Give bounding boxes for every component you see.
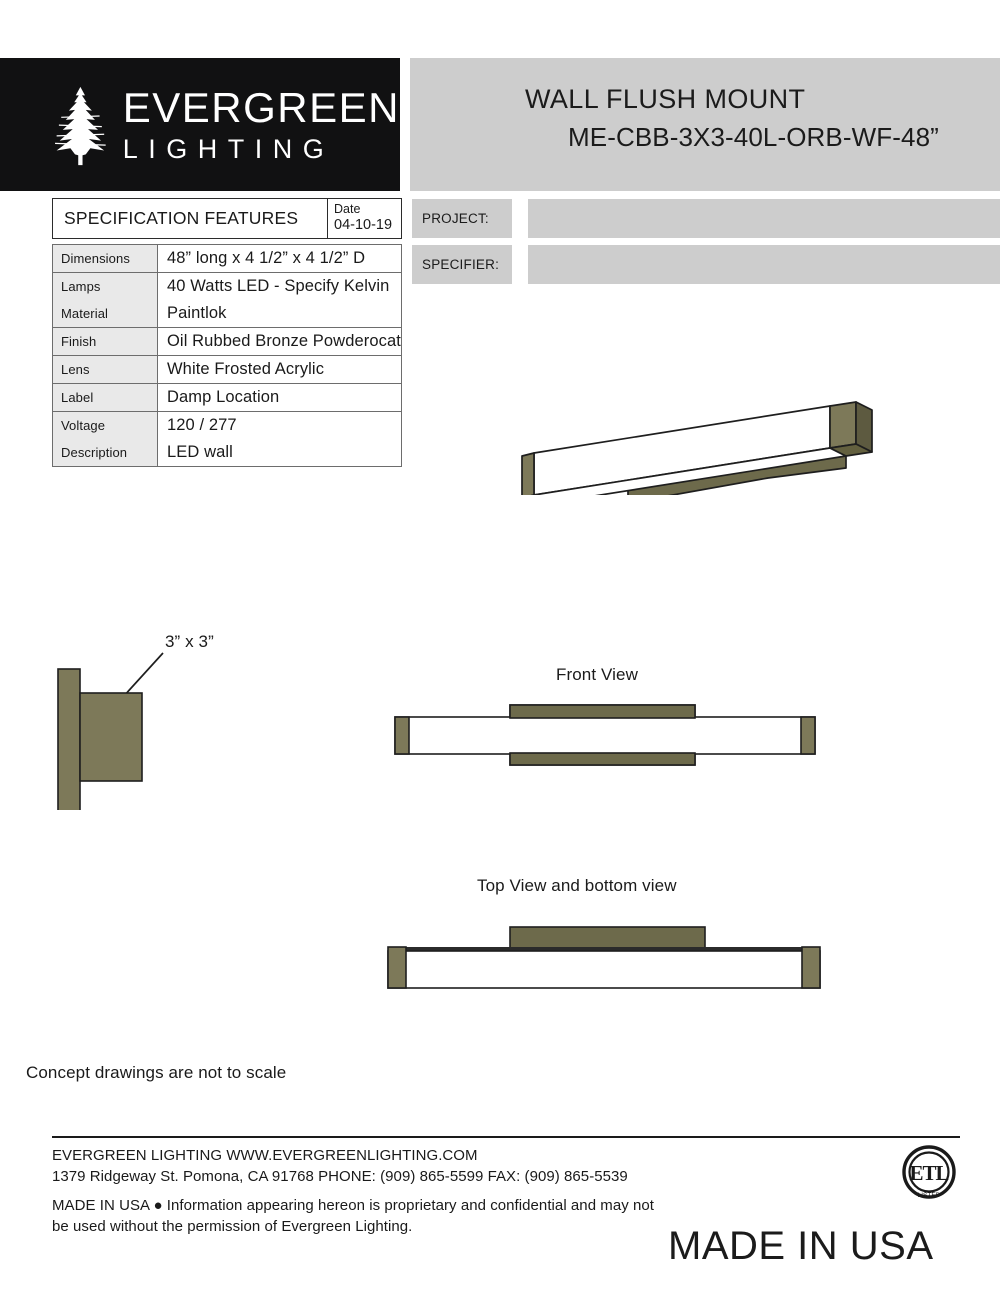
footer-divider — [52, 1136, 960, 1138]
spec-key: Material — [53, 300, 158, 328]
spec-date-cell — [327, 199, 401, 238]
svg-text:ETL: ETL — [909, 1161, 949, 1185]
specifier-label: SPECIFIER: — [412, 245, 512, 284]
specification-features-panel — [52, 198, 402, 467]
spec-value: White Frosted Acrylic — [158, 356, 402, 384]
header-title-bar — [410, 58, 1000, 191]
page-title: WALL FLUSH MOUNT — [525, 84, 806, 114]
spec-value: 120 / 277 — [158, 412, 402, 440]
spec-value: Oil Rubbed Bronze Powderocat — [158, 328, 402, 356]
brand-name-secondary: LIGHTING — [122, 133, 335, 164]
product-front-view-drawing — [385, 700, 825, 775]
model-number: ME-CBB-3X3-40L-ORB-WF-48” — [568, 122, 939, 152]
footer-legal-block — [52, 1196, 654, 1237]
front-view-label: Front View — [556, 665, 638, 684]
made-in-usa-banner: MADE IN USA — [668, 1224, 934, 1268]
table-row — [53, 439, 402, 467]
product-isometric-drawing — [500, 355, 900, 495]
date-value: 04-10-19 — [334, 216, 393, 233]
dimension-callout-label: 3” x 3” — [165, 632, 214, 651]
top-view-label: Top View and bottom view — [477, 876, 677, 895]
table-row — [53, 273, 402, 301]
spec-key: Lamps — [53, 273, 158, 301]
footer-address-block — [52, 1146, 628, 1187]
spec-value: Paintlok — [158, 300, 402, 328]
footer-address-line: 1379 Ridgeway St. Pomona, CA 91768 PHONE: (909) 865-5599 FAX: (909) 865-5539 — [52, 1167, 628, 1185]
footer-legal-line-1: MADE IN USA ● Information appearing hereon is proprietary and confidential and may not — [52, 1197, 655, 1214]
footer-legal-line-2: be used without the permission of Evergreen Lighting. — [52, 1217, 413, 1235]
table-row — [53, 300, 402, 328]
spec-key: Label — [53, 384, 158, 412]
spec-section-title: SPECIFICATION FEATURES — [64, 208, 299, 228]
table-row — [53, 384, 402, 412]
spec-key: Finish — [53, 328, 158, 356]
spec-value: LED wall — [158, 439, 402, 467]
table-row — [53, 356, 402, 384]
product-top-view-drawing — [380, 925, 830, 995]
spec-value: 40 Watts LED - Specify Kelvin — [158, 273, 402, 301]
svg-text:LISTED: LISTED — [917, 1192, 941, 1199]
pine-tree-icon — [52, 73, 109, 179]
table-row — [53, 412, 402, 440]
etl-listed-icon — [898, 1144, 960, 1206]
spec-key: Dimensions — [53, 245, 158, 273]
spec-value: Damp Location — [158, 384, 402, 412]
table-row — [53, 245, 402, 273]
spec-header-row — [52, 198, 402, 239]
project-input[interactable] — [528, 199, 1000, 238]
concept-note: Concept drawings are not to scale — [26, 1063, 287, 1082]
brand-logo-block — [0, 58, 400, 191]
brand-name-primary: EVERGREEN — [122, 83, 400, 131]
spec-key: Voltage — [53, 412, 158, 440]
footer-company-line: EVERGREEN LIGHTING WWW.EVERGREENLIGHTING.COM — [52, 1147, 478, 1164]
product-side-view-drawing — [40, 640, 270, 810]
table-row — [53, 328, 402, 356]
spec-value: 48” long x 4 1/2” x 4 1/2” D — [158, 245, 402, 273]
spec-key: Description — [53, 439, 158, 467]
specification-table — [52, 244, 402, 467]
specifier-input[interactable] — [528, 245, 1000, 284]
date-label: Date — [334, 202, 361, 216]
spec-key: Lens — [53, 356, 158, 384]
project-label: PROJECT: — [412, 199, 512, 238]
